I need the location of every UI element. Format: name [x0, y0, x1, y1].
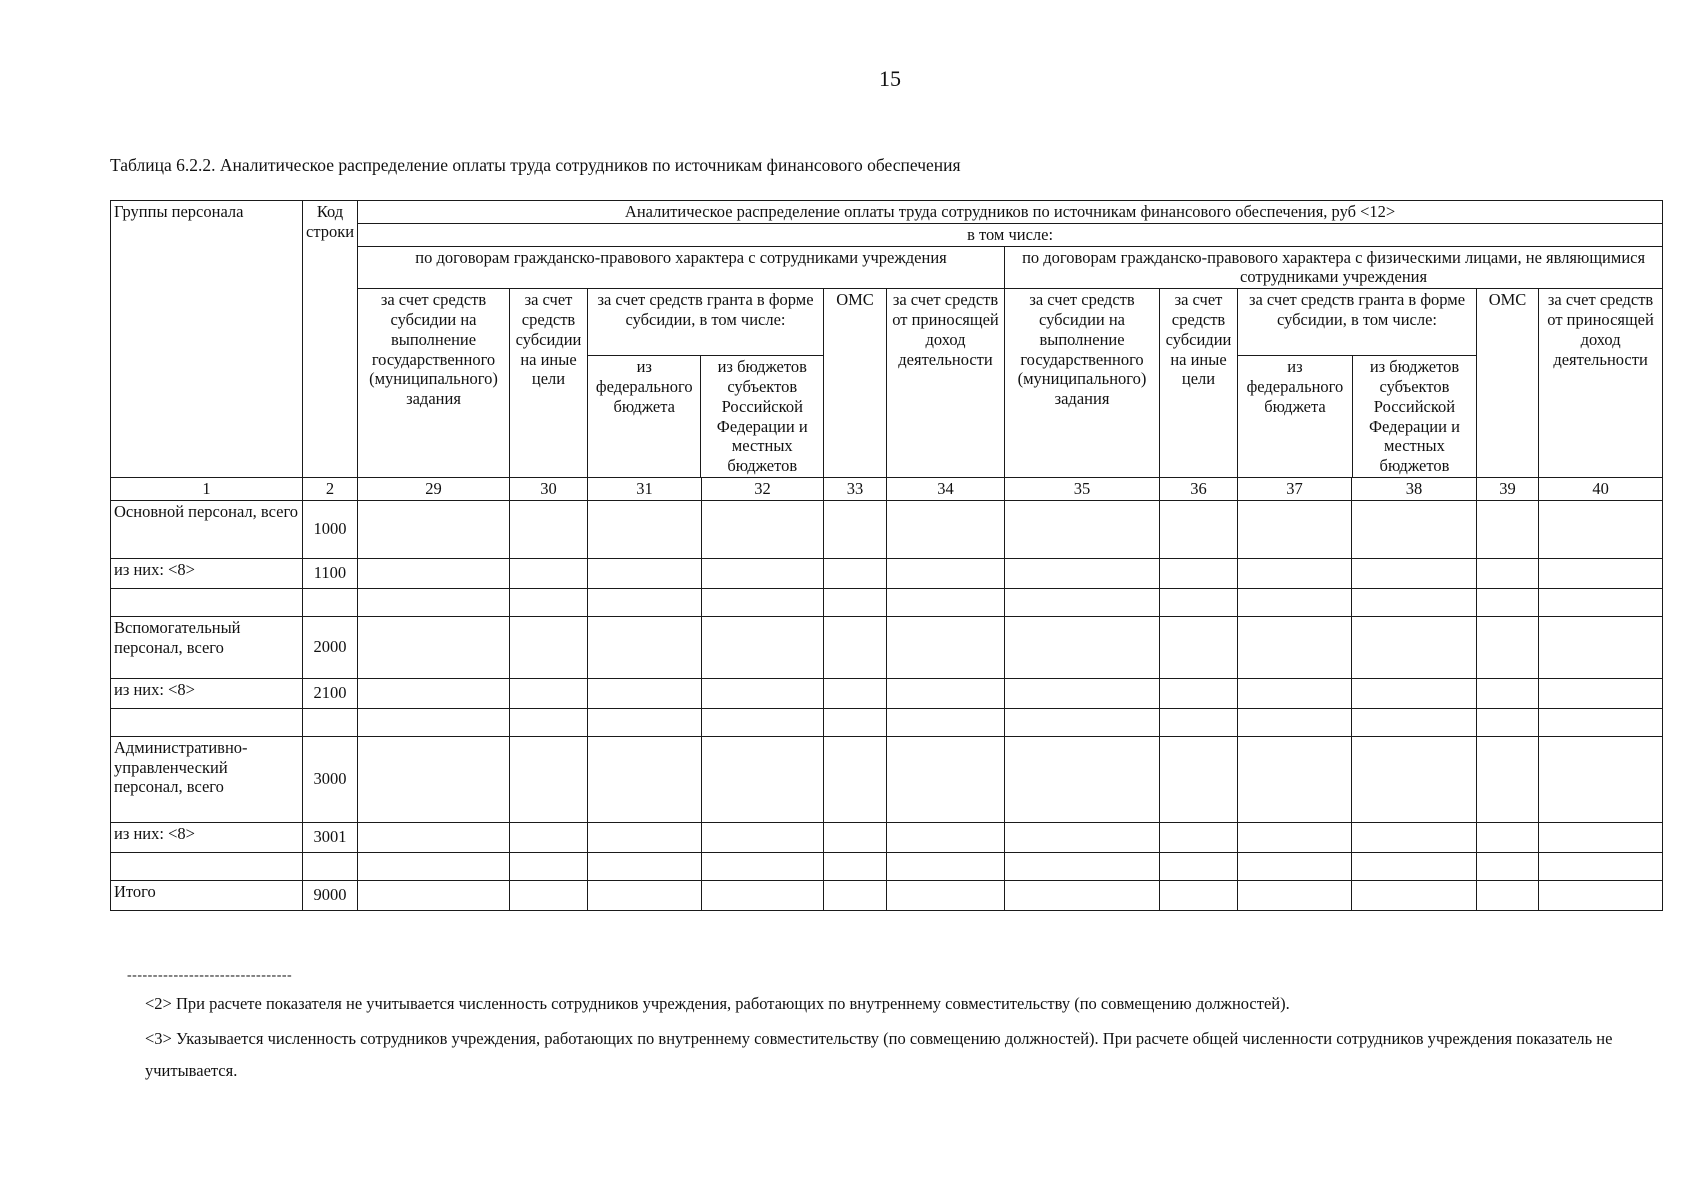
- value-cell: [1005, 616, 1160, 678]
- value-cell: [824, 558, 887, 588]
- value-cell: [1352, 736, 1477, 822]
- col-subsidy-other-2: за счет средств субсидии на иные цели: [1160, 289, 1238, 478]
- value-cell: [1238, 500, 1352, 558]
- col-number: 36: [1160, 477, 1238, 500]
- value-cell: [1005, 558, 1160, 588]
- value-cell: [1477, 588, 1539, 616]
- value-cell: [1160, 588, 1238, 616]
- data-rows: [111, 500, 1663, 910]
- col-number: 31: [588, 477, 702, 500]
- value-cell: [702, 678, 824, 708]
- row-label: из них: <8>: [111, 678, 303, 708]
- value-cell: [887, 616, 1005, 678]
- value-cell: [1238, 736, 1352, 822]
- value-cell: [358, 678, 510, 708]
- value-cell: [1005, 500, 1160, 558]
- value-cell: [358, 500, 510, 558]
- value-cell: [1477, 708, 1539, 736]
- value-cell: [588, 880, 702, 910]
- header-employees-contracts: по договорам гражданско-правового характера с сотрудниками учреждения: [358, 246, 1005, 289]
- value-cell: [1238, 616, 1352, 678]
- value-cell: [358, 558, 510, 588]
- value-cell: [824, 616, 887, 678]
- value-cell: [1539, 500, 1663, 558]
- col-number: 32: [702, 477, 824, 500]
- footnote-rule: --------------------------------: [127, 968, 293, 983]
- page-number: 15: [879, 66, 901, 91]
- row-label: [111, 852, 303, 880]
- value-cell: [1539, 852, 1663, 880]
- value-cell: [1160, 500, 1238, 558]
- col-grant: за счет средств гранта в форме субсидии, в том числе:: [588, 289, 823, 356]
- col-number: 34: [887, 477, 1005, 500]
- value-cell: [702, 852, 824, 880]
- value-cell: [510, 880, 588, 910]
- value-cell: [702, 880, 824, 910]
- row-label: [111, 588, 303, 616]
- value-cell: [1238, 588, 1352, 616]
- value-cell: [887, 558, 1005, 588]
- row-label: [111, 708, 303, 736]
- value-cell: [1539, 678, 1663, 708]
- value-cell: [1477, 736, 1539, 822]
- column-numbers-row: [111, 477, 1663, 500]
- value-cell: [1160, 822, 1238, 852]
- row-code: 1000: [303, 500, 358, 558]
- value-cell: [702, 822, 824, 852]
- value-cell: [1238, 822, 1352, 852]
- col-number: 39: [1477, 477, 1539, 500]
- value-cell: [1352, 708, 1477, 736]
- value-cell: [1005, 880, 1160, 910]
- value-cell: [588, 616, 702, 678]
- value-cell: [1352, 880, 1477, 910]
- col-grant-group-2: [1238, 289, 1477, 478]
- value-cell: [588, 822, 702, 852]
- col-subsidy-task-2: за счет средств субсидии на выполнение государственного (муниципального) задания: [1005, 289, 1160, 478]
- table-row: [111, 558, 1663, 588]
- value-cell: [1477, 616, 1539, 678]
- payroll-distribution-table: [110, 200, 1663, 911]
- value-cell: [1477, 500, 1539, 558]
- header-including: в том числе:: [358, 223, 1663, 246]
- value-cell: [1539, 880, 1663, 910]
- col-grant-group: [588, 289, 824, 478]
- col-grant-federal-2: из федерального бюджета: [1238, 356, 1353, 477]
- value-cell: [1539, 822, 1663, 852]
- value-cell: [702, 736, 824, 822]
- value-cell: [358, 852, 510, 880]
- value-cell: [358, 822, 510, 852]
- table-row: [111, 822, 1663, 852]
- value-cell: [358, 736, 510, 822]
- row-code: [303, 708, 358, 736]
- col-oms-2: ОМС: [1477, 289, 1539, 478]
- value-cell: [588, 588, 702, 616]
- value-cell: [510, 558, 588, 588]
- col-number: 37: [1238, 477, 1352, 500]
- value-cell: [1238, 708, 1352, 736]
- header-physical-persons-contracts: по договорам гражданско-правового характера с физическими лицами, не являющимися сотрудниками учреждения: [1005, 246, 1663, 289]
- col-grant-federal: из федерального бюджета: [588, 356, 701, 477]
- value-cell: [1477, 678, 1539, 708]
- value-cell: [510, 616, 588, 678]
- col-oms: ОМС: [824, 289, 887, 478]
- value-cell: [588, 708, 702, 736]
- row-code: 3000: [303, 736, 358, 822]
- value-cell: [510, 852, 588, 880]
- value-cell: [702, 558, 824, 588]
- row-label: Вспомогательный персонал, всего: [111, 616, 303, 678]
- value-cell: [1352, 616, 1477, 678]
- col-number: 30: [510, 477, 588, 500]
- value-cell: [1005, 678, 1160, 708]
- value-cell: [1352, 678, 1477, 708]
- value-cell: [824, 588, 887, 616]
- table-caption: Таблица 6.2.2. Аналитическое распределение оплаты труда сотрудников по источникам финансового обеспечения: [110, 155, 961, 175]
- value-cell: [1238, 678, 1352, 708]
- value-cell: [1477, 880, 1539, 910]
- value-cell: [1005, 822, 1160, 852]
- value-cell: [1160, 736, 1238, 822]
- table-row: [111, 500, 1663, 558]
- value-cell: [1539, 708, 1663, 736]
- table-row: [111, 678, 1663, 708]
- value-cell: [824, 708, 887, 736]
- value-cell: [887, 500, 1005, 558]
- col-number: 35: [1005, 477, 1160, 500]
- value-cell: [1160, 616, 1238, 678]
- row-code: 2000: [303, 616, 358, 678]
- col-number: 38: [1352, 477, 1477, 500]
- table-row: [111, 852, 1663, 880]
- row-code: [303, 588, 358, 616]
- col-grant-regional-2: из бюджетов субъектов Российской Федерации и местных бюджетов: [1369, 357, 1460, 476]
- value-cell: [1539, 588, 1663, 616]
- table-row: [111, 736, 1663, 822]
- value-cell: [1352, 500, 1477, 558]
- col-subsidy-other: за счет средств субсидии на иные цели: [510, 289, 588, 478]
- value-cell: [588, 558, 702, 588]
- value-cell: [702, 588, 824, 616]
- value-cell: [1477, 558, 1539, 588]
- value-cell: [588, 678, 702, 708]
- row-label: из них: <8>: [111, 558, 303, 588]
- value-cell: [1005, 852, 1160, 880]
- value-cell: [1352, 588, 1477, 616]
- value-cell: [824, 822, 887, 852]
- value-cell: [588, 736, 702, 822]
- value-cell: [1160, 678, 1238, 708]
- value-cell: [1160, 880, 1238, 910]
- value-cell: [1352, 822, 1477, 852]
- value-cell: [1477, 822, 1539, 852]
- value-cell: [588, 852, 702, 880]
- value-cell: [510, 588, 588, 616]
- col-number: 33: [824, 477, 887, 500]
- value-cell: [824, 852, 887, 880]
- value-cell: [588, 500, 702, 558]
- value-cell: [824, 678, 887, 708]
- col-income-2: за счет средств от приносящей доход деятельности: [1539, 289, 1663, 478]
- value-cell: [1352, 852, 1477, 880]
- header-main: Аналитическое распределение оплаты труда сотрудников по источникам финансового обеспечения, руб <12>: [358, 201, 1663, 224]
- row-label: из них: <8>: [111, 822, 303, 852]
- value-cell: [887, 678, 1005, 708]
- row-code: 3001: [303, 822, 358, 852]
- value-cell: [510, 500, 588, 558]
- value-cell: [1005, 708, 1160, 736]
- value-cell: [1160, 708, 1238, 736]
- col-number: 29: [358, 477, 510, 500]
- value-cell: [1238, 558, 1352, 588]
- value-cell: [358, 880, 510, 910]
- row-code: [303, 852, 358, 880]
- table-row: [111, 616, 1663, 678]
- row-code: 9000: [303, 880, 358, 910]
- table-row: [111, 588, 1663, 616]
- value-cell: [1238, 880, 1352, 910]
- value-cell: [1005, 588, 1160, 616]
- value-cell: [702, 616, 824, 678]
- value-cell: [824, 736, 887, 822]
- value-cell: [1539, 558, 1663, 588]
- value-cell: [887, 880, 1005, 910]
- value-cell: [1477, 852, 1539, 880]
- value-cell: [510, 736, 588, 822]
- value-cell: [1160, 558, 1238, 588]
- value-cell: [510, 822, 588, 852]
- footnotes: [145, 988, 1645, 1090]
- value-cell: [887, 736, 1005, 822]
- table-row: [111, 708, 1663, 736]
- row-label: Основной персонал, всего: [111, 500, 303, 558]
- value-cell: [824, 500, 887, 558]
- value-cell: [824, 880, 887, 910]
- value-cell: [887, 708, 1005, 736]
- header-staff-groups: Группы персонала: [111, 201, 303, 478]
- value-cell: [1539, 616, 1663, 678]
- col-grant-2: за счет средств гранта в форме субсидии, в том числе:: [1238, 289, 1476, 356]
- value-cell: [1238, 852, 1352, 880]
- col-grant-regional: из бюджетов субъектов Российской Федерации и местных бюджетов: [716, 357, 808, 476]
- col-income: за счет средств от приносящей доход деятельности: [887, 289, 1005, 478]
- value-cell: [358, 588, 510, 616]
- value-cell: [887, 822, 1005, 852]
- row-code: 1100: [303, 558, 358, 588]
- col-number: 1: [111, 477, 303, 500]
- row-label: Итого: [111, 880, 303, 910]
- value-cell: [702, 500, 824, 558]
- value-cell: [1539, 736, 1663, 822]
- col-number: 2: [303, 477, 358, 500]
- row-code: 2100: [303, 678, 358, 708]
- footnote-3: <3> Указывается численность сотрудников учреждения, работающих по внутреннему совместительству (по совмещению должностей). При расчете общей численности сотрудников учреждения показатель не учитывается.: [145, 1029, 1613, 1080]
- value-cell: [510, 678, 588, 708]
- col-subsidy-task: за счет средств субсидии на выполнение государственного (муниципального) задания: [358, 289, 510, 478]
- col-number: 40: [1539, 477, 1663, 500]
- value-cell: [887, 852, 1005, 880]
- row-label: Административно-управленческий персонал, всего: [111, 736, 303, 822]
- value-cell: [510, 708, 588, 736]
- value-cell: [1352, 558, 1477, 588]
- value-cell: [358, 708, 510, 736]
- value-cell: [702, 708, 824, 736]
- value-cell: [1160, 852, 1238, 880]
- value-cell: [1005, 736, 1160, 822]
- header-row-code: Код строки: [303, 201, 358, 478]
- table-row: [111, 880, 1663, 910]
- value-cell: [358, 616, 510, 678]
- footnote-2: <2> При расчете показателя не учитывается численность сотрудников учреждения, работающих по внутреннему совместительству (по совмещению должностей).: [145, 994, 1290, 1013]
- value-cell: [887, 588, 1005, 616]
